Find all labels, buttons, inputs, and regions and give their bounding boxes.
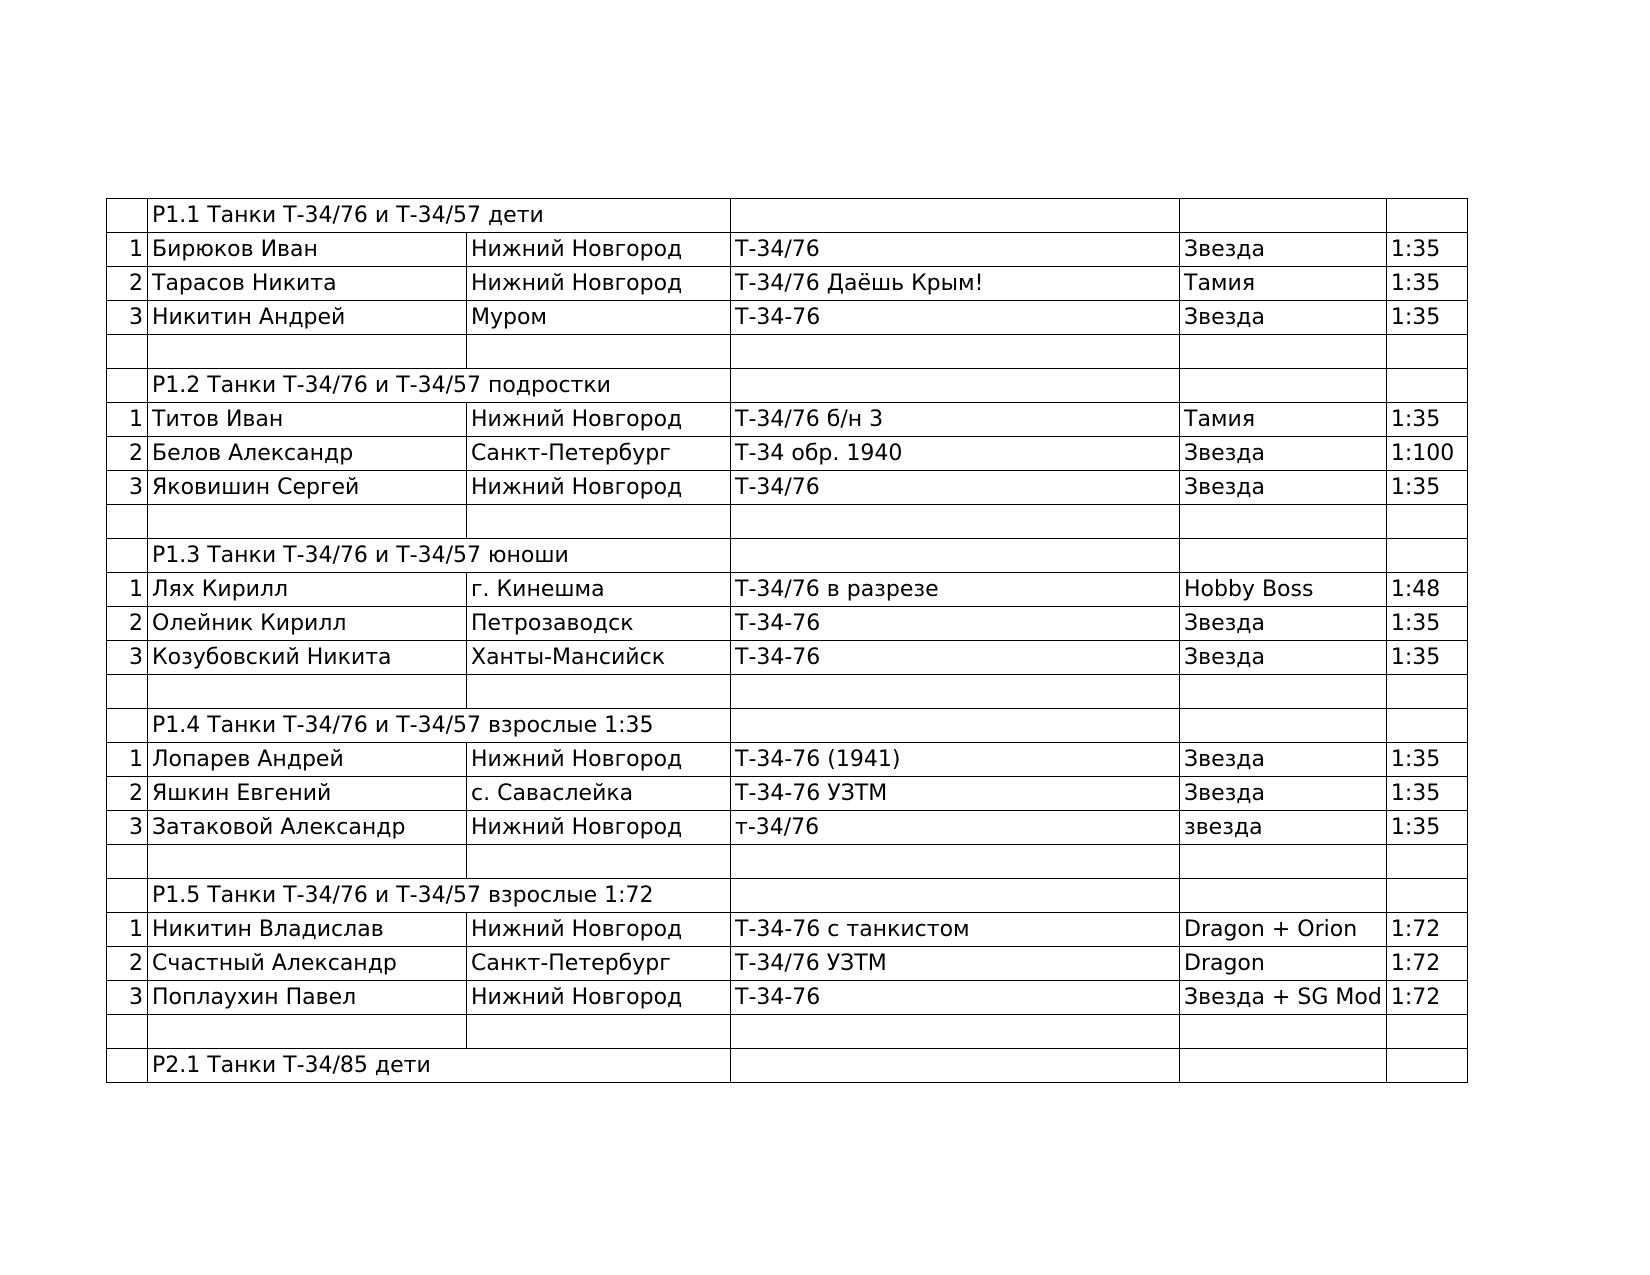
kit-maker: Тамия (1180, 403, 1387, 437)
model-scale: 1:35 (1386, 777, 1467, 811)
model-cell (731, 539, 1180, 573)
category-title: Р1.3 Танки Т-34/76 и Т-34/57 юноши (152, 543, 569, 568)
maker-cell (1180, 1049, 1387, 1083)
kit-maker: Звезда + SG Mod (1180, 981, 1387, 1015)
model-name: Т-34-76 (731, 607, 1180, 641)
kit-maker: Звезда (1180, 641, 1387, 675)
empty-cell (731, 335, 1180, 369)
place-cell: 2 (107, 947, 148, 981)
model-scale: 1:72 (1386, 913, 1467, 947)
empty-cell (107, 335, 148, 369)
model-scale: 1:35 (1386, 233, 1467, 267)
category-cell (148, 1049, 467, 1083)
participant-name: Лопарев Андрей (148, 743, 467, 777)
scale-cell (1386, 709, 1467, 743)
model-scale: 1:35 (1386, 641, 1467, 675)
model-cell (731, 1049, 1180, 1083)
place-cell: 3 (107, 301, 148, 335)
empty-cell (1386, 505, 1467, 539)
category-row (107, 199, 1468, 233)
category-cell (148, 879, 654, 913)
empty-row (107, 675, 1468, 709)
participant-name: Тарасов Никита (148, 267, 467, 301)
participant-city: Санкт-Петербург (467, 437, 731, 471)
participant-name: Белов Александр (148, 437, 467, 471)
place-cell: 1 (107, 913, 148, 947)
model-name: Т-34/76 в разрезе (731, 573, 1180, 607)
participant-city: Муром (467, 301, 731, 335)
result-row (107, 267, 1468, 301)
place-cell: 2 (107, 437, 148, 471)
empty-cell (467, 845, 731, 879)
place-cell: 3 (107, 471, 148, 505)
empty-cell (148, 335, 467, 369)
empty-cell (148, 675, 467, 709)
kit-maker: Тамия (1180, 267, 1387, 301)
model-name: Т-34-76 УЗТМ (731, 777, 1180, 811)
model-name: Т-34-76 (1941) (731, 743, 1180, 777)
participant-city: Ханты-Мансийск (467, 641, 731, 675)
place-cell: 3 (107, 981, 148, 1015)
participant-city: с. Саваслейка (467, 777, 731, 811)
kit-maker: Dragon (1180, 947, 1387, 981)
empty-cell (1180, 335, 1387, 369)
empty-cell (1386, 845, 1467, 879)
empty-cell (107, 1015, 148, 1049)
maker-cell (1180, 199, 1387, 233)
participant-name: Затаковой Александр (148, 811, 467, 845)
category-cell (148, 199, 544, 233)
model-scale: 1:100 (1386, 437, 1467, 471)
result-row (107, 981, 1468, 1015)
place-cell (107, 879, 148, 913)
empty-cell (107, 845, 148, 879)
result-row (107, 913, 1468, 947)
place-cell: 3 (107, 811, 148, 845)
place-cell (107, 539, 148, 573)
category-title: Р2.1 Танки Т-34/85 дети (152, 1053, 431, 1078)
kit-maker: Звезда (1180, 437, 1387, 471)
empty-cell (731, 505, 1180, 539)
participant-city: Нижний Новгород (467, 811, 731, 845)
model-name: т-34/76 (731, 811, 1180, 845)
empty-cell (148, 505, 467, 539)
model-scale: 1:35 (1386, 471, 1467, 505)
model-scale: 1:35 (1386, 811, 1467, 845)
result-row (107, 573, 1468, 607)
category-row (107, 879, 1468, 913)
scale-cell (1386, 1049, 1467, 1083)
participant-city: Петрозаводск (467, 607, 731, 641)
participant-name: Яковишин Сергей (148, 471, 467, 505)
place-cell: 2 (107, 777, 148, 811)
participant-city: Санкт-Петербург (467, 947, 731, 981)
participant-city: г. Кинешма (467, 573, 731, 607)
model-name: Т-34/76 УЗТМ (731, 947, 1180, 981)
participant-city: Нижний Новгород (467, 913, 731, 947)
participant-city: Нижний Новгород (467, 403, 731, 437)
place-cell: 1 (107, 573, 148, 607)
model-cell (731, 879, 1180, 913)
empty-row (107, 335, 1468, 369)
results-table (106, 198, 1468, 1083)
empty-cell (467, 505, 731, 539)
kit-maker: Звезда (1180, 743, 1387, 777)
category-cell (148, 539, 569, 573)
participant-name: Поплаухин Павел (148, 981, 467, 1015)
place-cell (107, 199, 148, 233)
model-scale: 1:35 (1386, 267, 1467, 301)
empty-cell (467, 335, 731, 369)
maker-cell (1180, 539, 1387, 573)
model-scale: 1:35 (1386, 743, 1467, 777)
model-scale: 1:35 (1386, 301, 1467, 335)
place-cell (107, 709, 148, 743)
model-name: Т-34/76 б/н 3 (731, 403, 1180, 437)
participant-name: Счастный Александр (148, 947, 467, 981)
maker-cell (1180, 369, 1387, 403)
kit-maker: Звезда (1180, 777, 1387, 811)
empty-row (107, 505, 1468, 539)
result-row (107, 403, 1468, 437)
category-title: Р1.5 Танки Т-34/76 и Т-34/57 взрослые 1:72 (152, 883, 654, 908)
model-name: Т-34/76 Даёшь Крым! (731, 267, 1180, 301)
model-name: Т-34 обр. 1940 (731, 437, 1180, 471)
empty-cell (107, 675, 148, 709)
participant-name: Титов Иван (148, 403, 467, 437)
kit-maker: звезда (1180, 811, 1387, 845)
participant-city: Нижний Новгород (467, 233, 731, 267)
category-cell (148, 369, 611, 403)
empty-cell (731, 845, 1180, 879)
category-row (107, 369, 1468, 403)
place-cell: 2 (107, 267, 148, 301)
result-row (107, 233, 1468, 267)
place-cell (107, 369, 148, 403)
category-title: Р1.2 Танки Т-34/76 и Т-34/57 подростки (152, 373, 611, 398)
participant-city: Нижний Новгород (467, 471, 731, 505)
result-row (107, 437, 1468, 471)
empty-cell (107, 505, 148, 539)
model-name: Т-34/76 (731, 233, 1180, 267)
participant-name: Никитин Андрей (148, 301, 467, 335)
model-cell (731, 709, 1180, 743)
empty-cell (1180, 675, 1387, 709)
place-cell: 1 (107, 743, 148, 777)
empty-cell (1386, 675, 1467, 709)
result-row (107, 301, 1468, 335)
empty-cell (1180, 1015, 1387, 1049)
kit-maker: Звезда (1180, 233, 1387, 267)
empty-cell (467, 675, 731, 709)
city-cell (467, 1049, 731, 1083)
result-row (107, 471, 1468, 505)
kit-maker: Звезда (1180, 301, 1387, 335)
empty-cell (1180, 505, 1387, 539)
kit-maker: Звезда (1180, 471, 1387, 505)
maker-cell (1180, 879, 1387, 913)
model-scale: 1:35 (1386, 607, 1467, 641)
participant-city: Нижний Новгород (467, 981, 731, 1015)
result-row (107, 641, 1468, 675)
result-row (107, 743, 1468, 777)
model-name: Т-34/76 (731, 471, 1180, 505)
empty-cell (467, 1015, 731, 1049)
model-name: Т-34-76 (731, 301, 1180, 335)
results-body (107, 199, 1468, 1083)
model-scale: 1:72 (1386, 981, 1467, 1015)
result-row (107, 777, 1468, 811)
participant-city: Нижний Новгород (467, 267, 731, 301)
empty-row (107, 845, 1468, 879)
result-row (107, 811, 1468, 845)
model-cell (731, 199, 1180, 233)
place-cell: 2 (107, 607, 148, 641)
place-cell (107, 1049, 148, 1083)
place-cell: 1 (107, 233, 148, 267)
place-cell: 1 (107, 403, 148, 437)
empty-row (107, 1015, 1468, 1049)
model-scale: 1:48 (1386, 573, 1467, 607)
result-row (107, 607, 1468, 641)
model-name: Т-34-76 (731, 981, 1180, 1015)
empty-cell (148, 1015, 467, 1049)
scale-cell (1386, 369, 1467, 403)
participant-name: Бирюков Иван (148, 233, 467, 267)
category-title: Р1.4 Танки Т-34/76 и Т-34/57 взрослые 1:35 (152, 713, 654, 738)
empty-cell (1180, 845, 1387, 879)
participant-name: Олейник Кирилл (148, 607, 467, 641)
scale-cell (1386, 879, 1467, 913)
empty-cell (731, 1015, 1180, 1049)
place-cell: 3 (107, 641, 148, 675)
category-row (107, 1049, 1468, 1083)
participant-name: Козубовский Никита (148, 641, 467, 675)
kit-maker: Звезда (1180, 607, 1387, 641)
kit-maker: Dragon + Orion (1180, 913, 1387, 947)
model-name: Т-34-76 с танкистом (731, 913, 1180, 947)
result-row (107, 947, 1468, 981)
category-title: Р1.1 Танки Т-34/76 и Т-34/57 дети (152, 203, 544, 228)
category-row (107, 539, 1468, 573)
empty-cell (1386, 335, 1467, 369)
empty-cell (148, 845, 467, 879)
participant-name: Никитин Владислав (148, 913, 467, 947)
model-name: Т-34-76 (731, 641, 1180, 675)
model-scale: 1:72 (1386, 947, 1467, 981)
model-cell (731, 369, 1180, 403)
category-cell (148, 709, 654, 743)
model-scale: 1:35 (1386, 403, 1467, 437)
participant-city: Нижний Новгород (467, 743, 731, 777)
empty-cell (1386, 1015, 1467, 1049)
scale-cell (1386, 199, 1467, 233)
category-row (107, 709, 1468, 743)
participant-name: Лях Кирилл (148, 573, 467, 607)
scale-cell (1386, 539, 1467, 573)
empty-cell (731, 675, 1180, 709)
maker-cell (1180, 709, 1387, 743)
participant-name: Яшкин Евгений (148, 777, 467, 811)
kit-maker: Hobby Boss (1180, 573, 1387, 607)
